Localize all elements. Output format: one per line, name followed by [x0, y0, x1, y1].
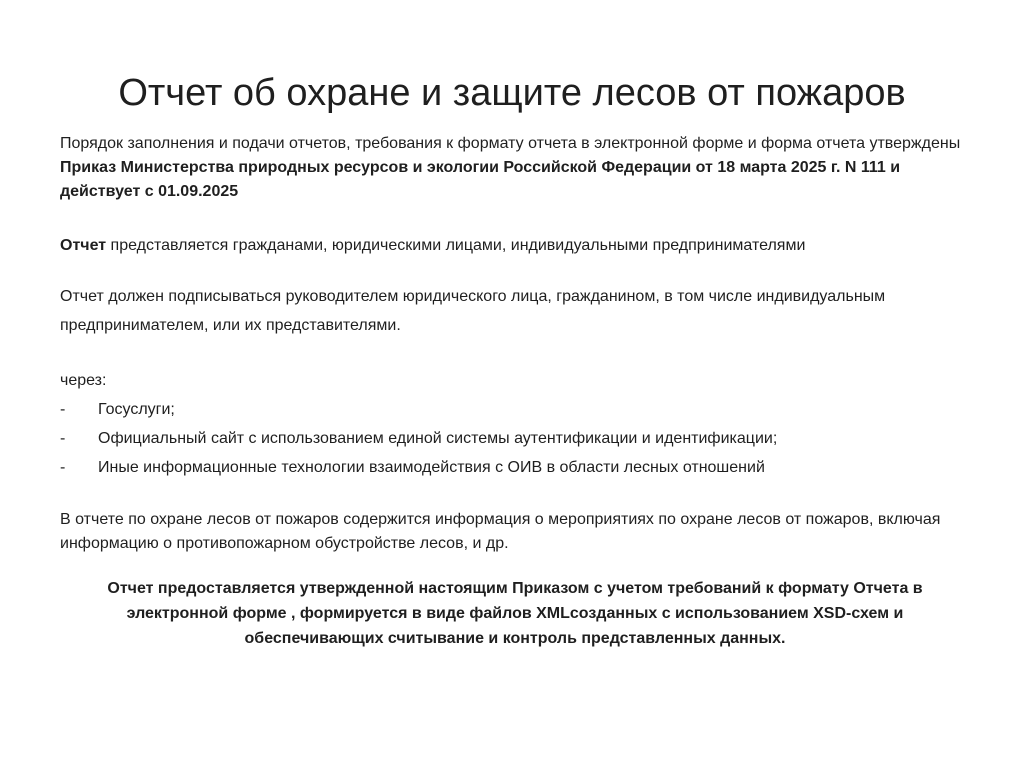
via-list-item — [60, 453, 970, 482]
list-dash: - — [60, 401, 66, 418]
slide-title: Отчет об охране и защите лесов от пожаров — [118, 72, 906, 114]
paragraph-submitters-bold: Отчет — [60, 237, 107, 254]
paragraph-order-text: Порядок заполнения и подачи отчетов, требования к формату отчета в электронной форме и форма отчета утверждены — [60, 135, 961, 152]
via-list — [60, 395, 970, 482]
paragraph-submitters-text: представляется гражданами, юридическими лицами, индивидуальными предпринимателями — [106, 237, 806, 254]
paragraph-signing: Отчет должен подписываться руководителем юридического лица, гражданином, в том числе индивидуальным предпринимателем, или их представителями. — [60, 288, 886, 334]
paragraph-content: В отчете по охране лесов от пожаров содержится информация о мероприятиях по охране лесов от пожаров, включая информацию о противопожарном обустройстве лесов, и др. — [60, 511, 941, 552]
list-dash: - — [60, 459, 66, 476]
paragraph-order — [60, 132, 970, 204]
list-item-text: Официальный сайт с использованием единой системы аутентификации и идентификации; — [98, 430, 778, 447]
via-list-item — [60, 424, 970, 453]
slide-body — [60, 132, 970, 651]
via-list-item — [60, 395, 970, 424]
paragraph-order-bold: Приказ Министерства природных ресурсов и экологии Российской Федерации от 18 марта 2025 г. N 111 и действует с 01.09.2025 — [60, 159, 901, 200]
list-dash: - — [60, 430, 66, 447]
paragraph-submitters — [60, 234, 970, 258]
list-item-text: Госуслуги; — [98, 401, 175, 418]
paragraph-format: Отчет предоставляется утвержденной настоящим Приказом с учетом требований к формату Отчета в электронной форме , формируется в виде файлов XMLсозданных с использованием XSD-схем и обеспечивающих считывание и контроль представленных данных. — [107, 580, 923, 647]
list-item-text: Иные информационные технологии взаимодействия с ОИВ в области лесных отношений — [98, 459, 765, 476]
via-label: через: — [60, 372, 107, 389]
